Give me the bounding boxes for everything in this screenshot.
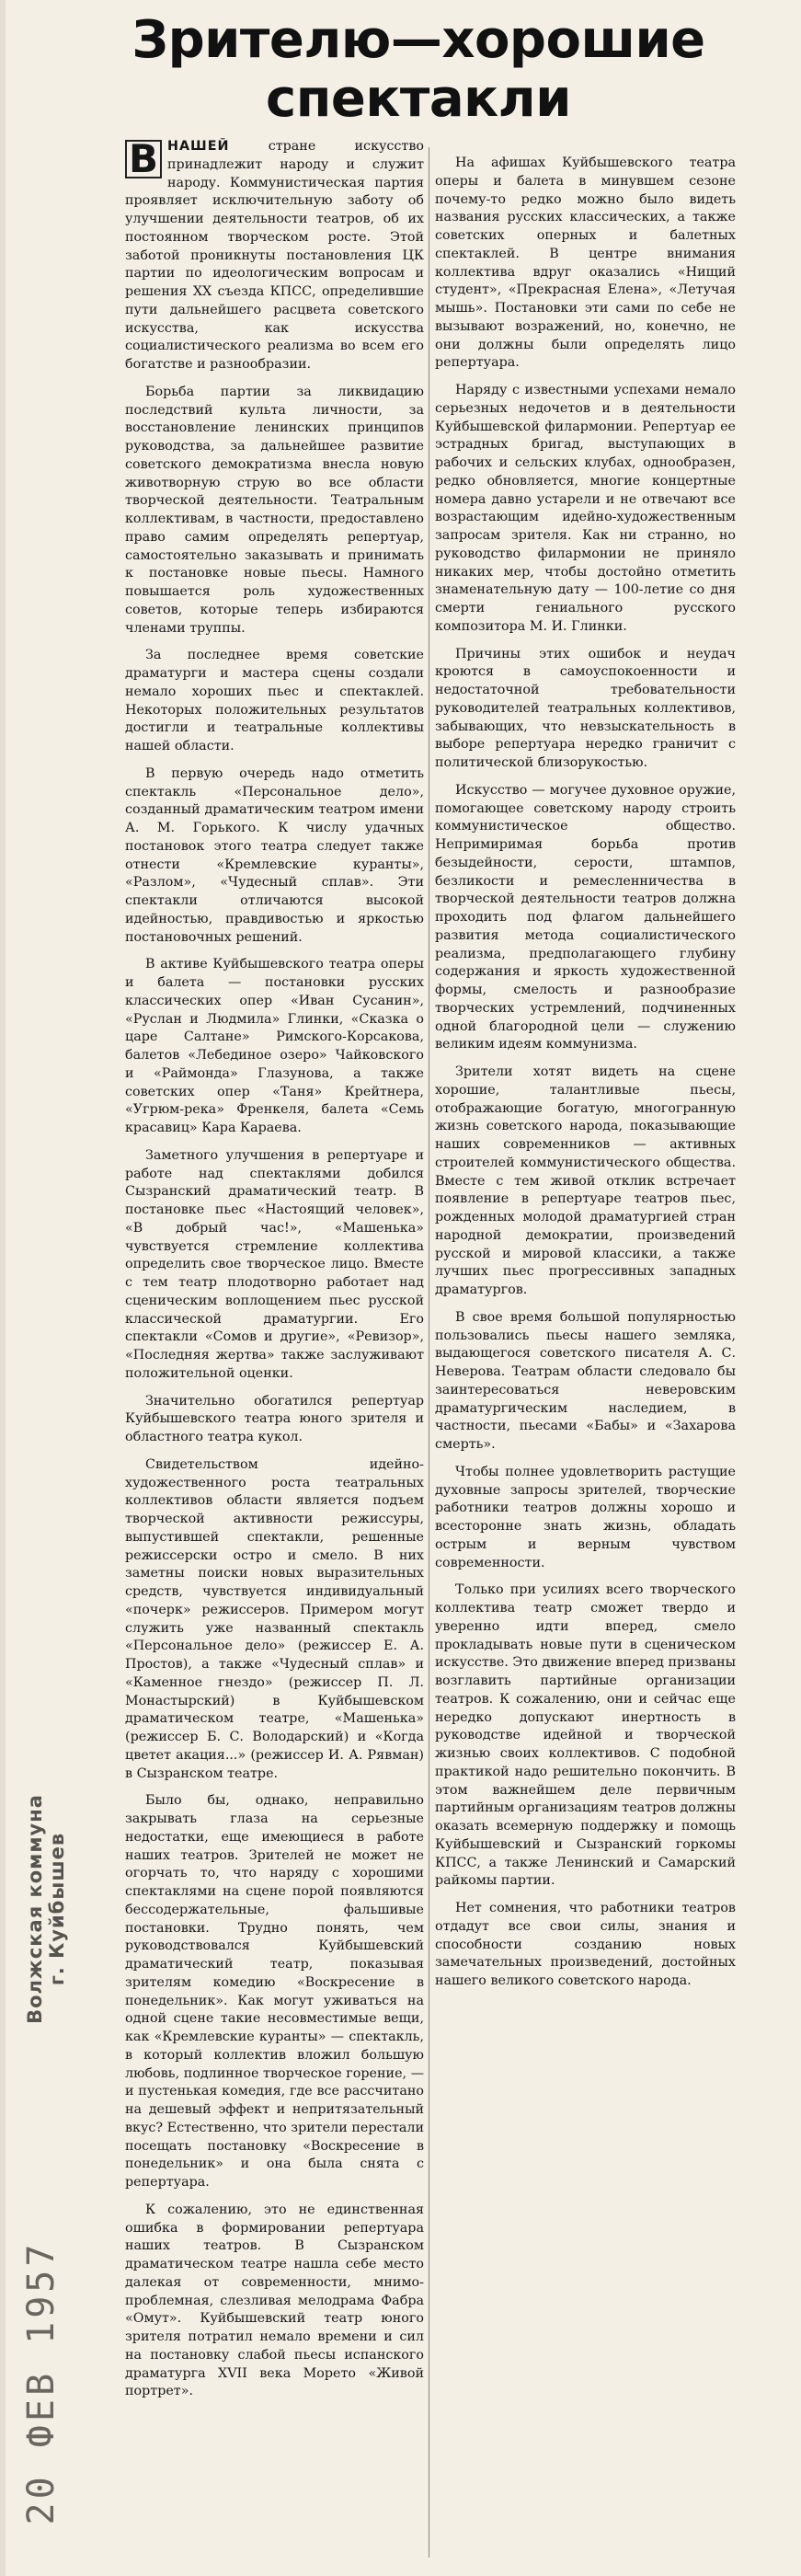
stamp-date: 20 ФЕВ 1957: [20, 2240, 63, 2525]
article-paragraph: Чтобы полнее удовлетворить растущие духовные запросы зрителей, творческие работники театров должны хорошо и всесторонне знать жизнь, обладать острым и верным чувством современности.: [435, 1464, 736, 1570]
article-paragraph: К сожалению, это не единственная ошибка в формировании репертуара наших театров. В Сызранском драматическом театре нашла себе место далекая от современности, мнимо-проблемная, слезливая мелодрама Фабра «Омут». Куйбышевский театр юного зрителя потратил немало времени и сил на постановку слабой пьесы испанского драматурга XVII века Морето «Живой портрет».: [125, 2202, 424, 2399]
article-paragraph: В активе Куйбышевского театра оперы и балета — постановки русских классических опер «Иван Сусанин», «Руслан и Людмила» Глинки, «Сказка о царе Салтане» Римского-Корсакова, балетов «Лебединое озеро» Чайковского и «Раймонда» Глазунова, а также советских опер «Таня» Крейтнера, «Угрюм-река» Френкеля, балета «Семь красавиц» Кара Караева.: [125, 957, 424, 1135]
headline-line-1: Зрителю—хорошие: [132, 10, 705, 70]
article-paragraph: В свое время большой популярностью пользовались пьесы нашего земляка, выдающегося советского писателя А. С. Неверова. Театрам области следовало бы заинтересоваться неверовским драматургическим наследием, в частности, пьесами «Бабы» и «Захарова смерть».: [435, 1309, 736, 1452]
lead-word: НАШЕЙ: [167, 139, 230, 154]
article-paragraph: Свидетельством идейно-художественного роста театральных коллективов области является подъем творческой активности режиссуры, выпустившей спектакли, решенные режиссерски остро и смело. В них заметны поиски новых выразительных средств, чувствуется индивидуальный «почерк» режиссеров. Примером могут служить уже названный спектакль «Персональное дело» (режиссер Е. А. Простов), а также «Чудесный сплав» и «Каменное гнездо» (режиссер П. Л. Монастырский) в Куйбышевском драматическом театре, «Машенька» (режиссер Б. С. Володарский) и «Когда цветет акация...» (режиссер И. А. Рявман) в Сызранском театре.: [125, 1456, 424, 1781]
article-paragraph: Борьба партии за ликвидацию последствий культа личности, за восстановление ленинских принципов руководства, за дальнейшее развитие советского демократизма внесла новую животворную струю во все области творческой деятельности. Театральным коллективам, в частности, предоставлено право самим определять репертуар, самостоятельно заказывать и принимать к постановке новые пьесы. Намного повышается роль художественных советов, которые теперь избираются членами труппы.: [125, 384, 424, 636]
lead-paragraph-text: стране искусство принадлежит народу и служит народу. Коммунистическая партия проявляет исключительную заботу об улучшении деятельности театров, об их постоянном творческом росте. Этой заботой проникнуты постановления ЦК партии по идеологическим вопросам и решения XX съезда КПСС, определившие пути дальнейшего расцвета советского искусства, как искусства социалистического реализма во всем его богатстве и разнообразии.: [125, 139, 424, 372]
article-paragraph: Было бы, однако, неправильно закрывать глаза на серьезные недостатки, еще имеющиеся в работе наших театров. Зрителей не может не огорчать то, что наряду с хорошими спектаклями на сцене порой появляются бессодержательные, фальшивые постановки. Трудно понять, чем руководствовался Куйбышевский драматический театр, показывая зрителям комедию «Воскресение в понедельник». Как могут уживаться на одной сцене такие несовместимые вещи, как «Кремлевские куранты» — спектакль, в который коллектив вложил большую любовь, подлинное творческое горение, — и пустенькая комедия, где все рассчитано на дешевый эффект и непритязательный вкус? Естественно, что зрители перестали посещать постановку «Воскресение в понедельник» и она была снята с репертуара.: [125, 1793, 424, 2190]
article-paragraph: Заметного улучшения в репертуаре и работе над спектаклями добился Сызранский драматический театр. В постановке пьес «Настоящий человек», «В добрый час!», «Машенька» чувствуется стремление коллектива определить свое творческое лицо. Вместе с тем театр плодотворно работает над сценическим воплощением пьес русской классической драматургии. Его спектакли «Сомов и другие», «Ревизор», «Последняя жертва» также заслуживают положительной оценки.: [125, 1147, 424, 1381]
date-stamp: [9, 2190, 74, 2576]
article-paragraph: Значительно обогатился репертуар Куйбышевского театра юного зрителя и областного театра кукол.: [125, 1393, 424, 1444]
article-column-right: [435, 155, 736, 2567]
article-paragraph: На афишах Куйбышевского театра оперы и балета в минувшем сезоне почему-то редко можно было видеть названия русских классических, а также советских оперных и балетных спектаклей. В центре внимания коллектива вдруг оказались «Нищий студент», «Прекрасная Елена», «Летучая мышь». Постановки эти сами по себе не вызывают возражений, но, конечно, не они должны были определять лицо репертуара.: [435, 155, 736, 371]
article-paragraph: За последнее время советские драматурги и мастера сцены создали немало хороших пьес и спектаклей. Некоторых положительных результатов достигли и театральные коллективы нашей области.: [125, 648, 424, 753]
article-headline: [87, 11, 750, 129]
headline-line-2: спектакли: [266, 69, 571, 129]
article-paragraph: В первую очередь надо отметить спектакль «Персональное дело», созданный драматическим театром имени А. М. Горького. К числу удачных постановок этого театра следует также отнести «Кремлевские куранты», «Разлом», «Чудесный сплав». Эти спектакли отличаются высокой идейностью, правдивостью и яркостью постановочных решений.: [125, 765, 424, 945]
drop-cap: В: [125, 140, 162, 178]
clipping-margin: [0, 0, 6, 2576]
stamp-source: [24, 1794, 68, 2024]
article-paragraph: Только при усилиях всего творческого коллектива театр сможет твердо и уверенно идти вперед, смело прокладывать новые пути в сценическом искусстве. Это движение вперед призваны возглавить партийные организации театров. К сожалению, они и сейчас еще нередко допускают инертность в руководстве идейной и творческой жизнью своих коллективов. С подобной практикой надо решительно покончить. В этом важнейшем деле первичным партийным организациям театров должны оказать всемерную поддержку и помощь Куйбышевский и Сызранский горкомы КПСС, а также Ленинский и Самарский райкомы партии.: [435, 1582, 736, 1889]
article-paragraph: Наряду с известными успехами немало серьезных недочетов и в деятельности Куйбышевской филармонии. Репертуар ее эстрадных бригад, выступающих в рабочих и сельских клубах, однообразен, редко обновляется, многие концертные номера давно устарели и не отвечают все возрастающим идейно-художественным запросам зрителя. Как ни странно, но руководство филармонии не приняло никаких мер, чтобы достойно отметить знаменательную дату — 100-летие со дня смерти гениального русского композитора М. И. Глинки.: [435, 383, 736, 634]
article-paragraph: Искусство — могучее духовное оружие, помогающее советскому народу строить коммунистическое общество. Непримиримая борьба против безыдейности, серости, штампов, безликости и ремесленничества в творческой деятельности театров должна проходить под флагом дальнейшего развития метода социалистического реализма, предполагающего глубину содержания и яркость художественной формы, смелость и разнообразие творческих устремлений, подчиненных одной благородной цели — служению великим идеям коммунизма.: [435, 782, 736, 1052]
article-paragraph: Зрители хотят видеть на сцене хорошие, талантливые пьесы, отображающие богатую, многогранную жизнь советского народа, показывающие наших современников — активных строителей коммунистического общества. Вместе с тем живой отклик встречает появление в репертуаре театров пьес, рожденных молодой драматургией стран народной демократии, произведений русской и мировой классики, а также лучших пьес прогрессивных западных драматургов.: [435, 1064, 736, 1297]
lead-paragraph: [125, 138, 424, 374]
stamp-city: г. Куйбышев: [46, 1832, 68, 1986]
article-column-left: [125, 138, 424, 2567]
article-paragraph: Нет сомнения, что работники театров отдадут все свои силы, знания и способности созданию новых замечательных произведений, достойных нашего великого советского народа.: [435, 1901, 736, 1988]
stamp-newspaper-name: Волжская коммуна: [24, 1794, 46, 2024]
article-paragraph: Причины этих ошибок и неудач кроются в самоуспокоенности и недостаточной требовательности руководителей театральных коллективов, забывающих, что невзыскательность в выборе репертуара нередко граничит с политической близорукостью.: [435, 646, 736, 770]
